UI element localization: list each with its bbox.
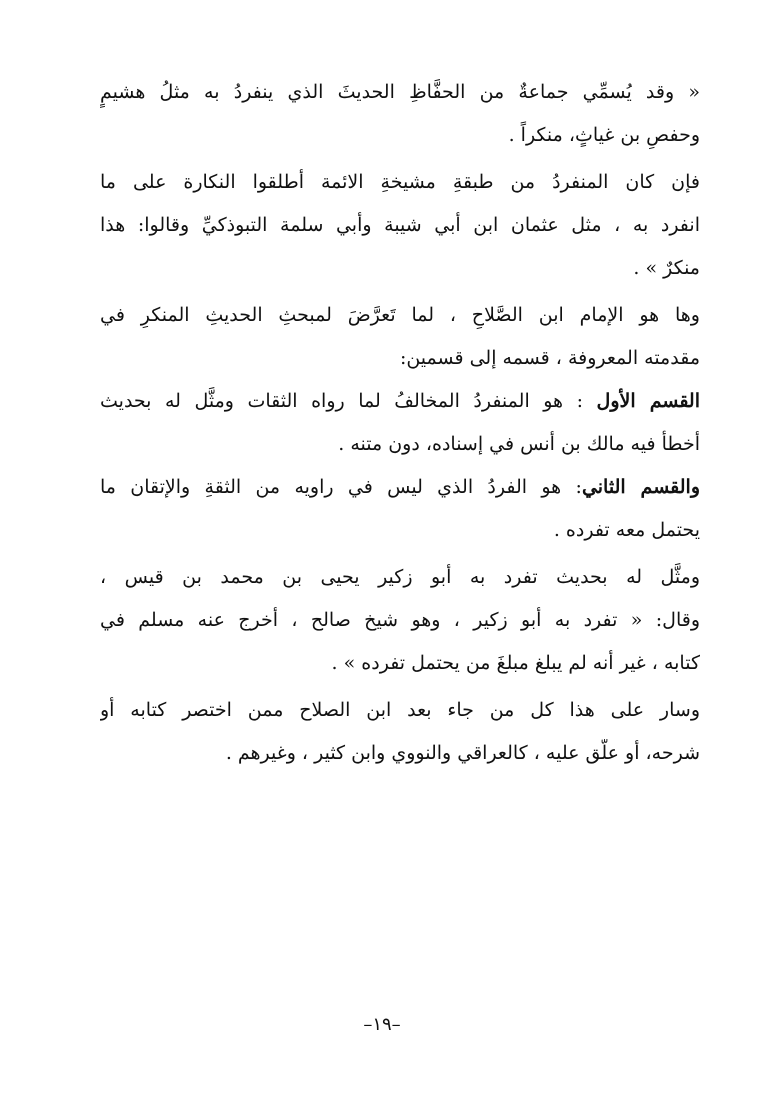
page-number: –١٩– — [363, 1014, 401, 1035]
text-line: وحفصِ بن غياثٍ، منكراً . — [508, 124, 700, 146]
text-line: يحتمل معه تفرده . — [553, 519, 700, 541]
paragraph-first-section — [100, 387, 700, 473]
text-line: « وقد يُسمِّي جماعةٌ من الحفَّاظِ الحديثَ الذي ينفردُ به مثلُ هشيمٍ — [100, 81, 700, 103]
text-line: ومثَّل له بحديث تفرد به أبو زكير يحيى بن محمد بن قيس ، — [100, 566, 700, 588]
paragraph-3 — [100, 301, 700, 387]
text-line: مقدمته المعروفة ، قسمه إلى قسمين: — [399, 347, 700, 369]
text-line: شرحه، أو علَّق عليه ، كالعراقي والنووي وابن كثير ، وغيرهم . — [225, 742, 700, 764]
section-heading: والقسم الثاني — [581, 476, 700, 498]
paragraph-1 — [100, 78, 700, 164]
text-line: وسار على هذا كل من جاء بعد ابن الصلاح ممن اختصر كتابه أو — [100, 699, 700, 721]
text-line: انفرد به ، مثل عثمان ابن أبي شيبة وأبي سلمة التبوذكيِّ وقالوا: هذا — [100, 214, 700, 236]
paragraph-7 — [100, 696, 700, 782]
text-line — [100, 473, 700, 516]
text-line: أخطأ فيه مالك بن أنس في إسناده، دون متنه . — [338, 433, 700, 455]
paragraph-6 — [100, 563, 700, 692]
text-line: وقال: « تفرد به أبو زكير ، وهو شيخ صالح ، أخرج عنه مسلم في — [100, 609, 700, 631]
paragraph-2 — [100, 168, 700, 297]
text-line: وها هو الإمام ابن الصَّلاحِ ، لما تَعرَّضَ لمبحثِ الحديثِ المنكرِ في — [100, 304, 700, 326]
paragraph-second-section — [100, 473, 700, 559]
text-line: كتابه ، غير أنه لم يبلغ مبلغَ من يحتمل تفرده » . — [331, 652, 700, 674]
section-text: : هو المنفردُ المخالفُ لما رواه الثقات ومثَّل له بحديث — [100, 390, 597, 412]
section-text: : هو الفردُ الذي ليس في راويه من الثقةِ والإتقان ما — [100, 476, 582, 498]
section-heading: القسم الأول — [596, 390, 700, 412]
text-line: منكرٌ » . — [633, 257, 700, 279]
text-line: فإن كان المنفردُ من طبقةِ مشيخةِ الائمة أطلقوا النكارة على ما — [100, 171, 700, 193]
page-body — [100, 78, 700, 782]
text-line — [100, 387, 700, 430]
